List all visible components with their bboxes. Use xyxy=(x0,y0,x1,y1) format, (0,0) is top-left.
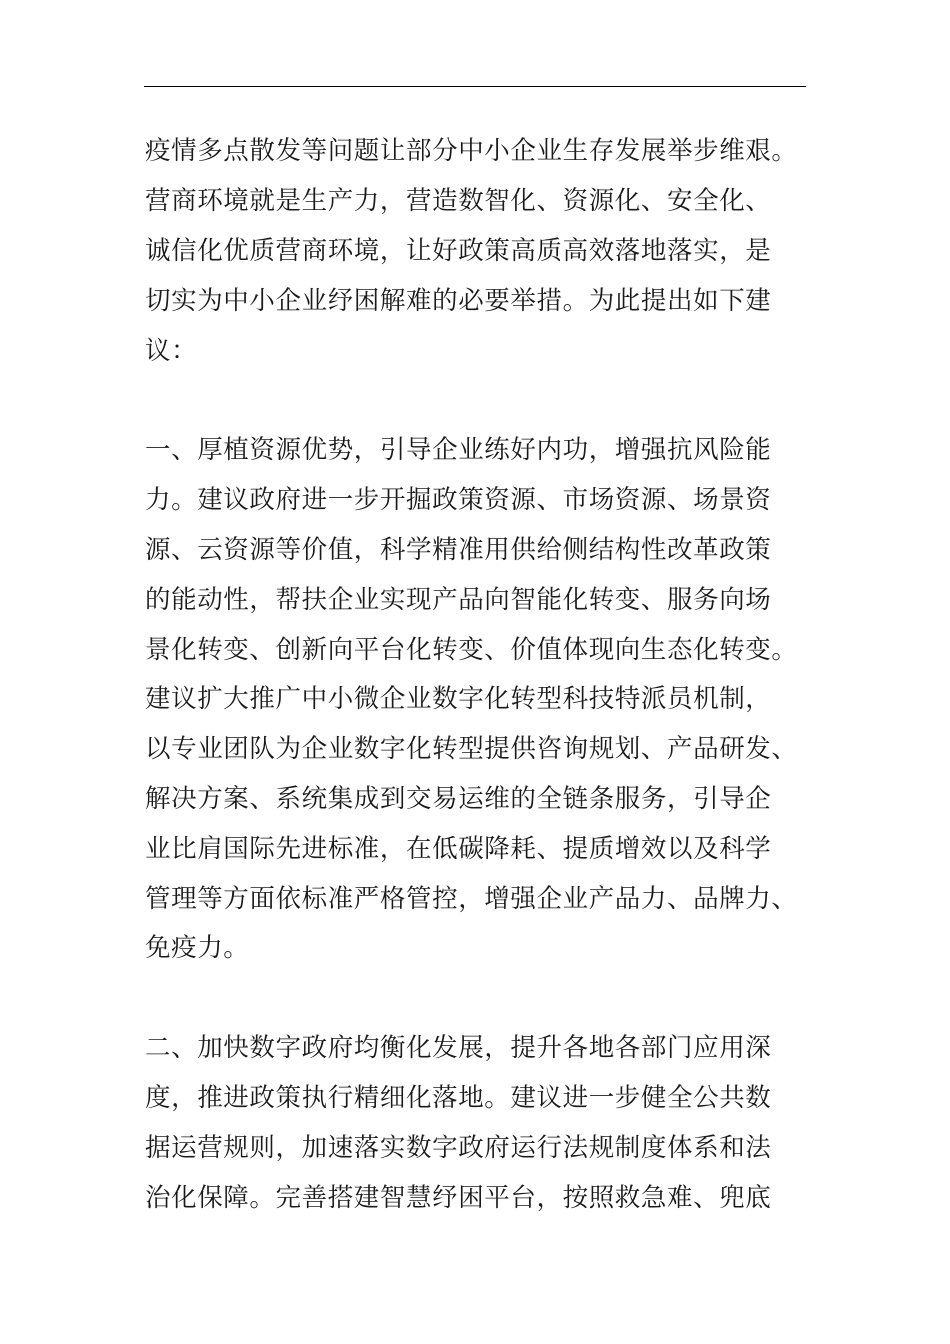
section1-line-1: 一、厚植资源优势，引导企业练好内功，增强抗风险能 xyxy=(145,435,772,465)
section2-line-2: 度，推进政策执行精细化落地。建议进一步健全公共数 xyxy=(145,1083,772,1113)
section1-line-11: 免疫力。 xyxy=(145,933,250,963)
intro-line-2: 营商环境就是生产力，营造数智化、资源化、安全化、 xyxy=(145,186,772,216)
section1-line-10: 管理等方面依标准严格管控，增强企业产品力、品牌力、 xyxy=(145,884,798,914)
section2-line-3: 据运营规则，加速落实数字政府运行法规制度体系和法 xyxy=(145,1133,772,1163)
section1-line-3: 源、云资源等价值，科学精准用供给侧结构性改革政策 xyxy=(145,535,772,565)
section2-line-4: 治化保障。完善搭建智慧纾困平台，按照救急难、兜底 xyxy=(145,1183,772,1213)
section1-line-7: 以专业团队为企业数字化转型提供咨询规划、产品研发、 xyxy=(145,734,798,764)
section1-line-9: 业比肩国际先进标准，在低碳降耗、提质增效以及科学 xyxy=(145,834,772,864)
section1-line-8: 解决方案、系统集成到交易运维的全链条服务，引导企 xyxy=(145,784,772,814)
section2-line-1: 二、加快数字政府均衡化发展，提升各地各部门应用深 xyxy=(145,1033,772,1063)
intro-line-5: 议： xyxy=(145,336,198,366)
intro-line-4: 切实为中小企业纾困解难的必要举措。为此提出如下建 xyxy=(145,286,772,316)
section1-line-2: 力。建议政府进一步开掘政策资源、市场资源、场景资 xyxy=(145,485,772,515)
intro-line-3: 诚信化优质营商环境，让好政策高质高效落地落实，是 xyxy=(145,236,772,266)
section1-line-6: 建议扩大推广中小微企业数字化转型科技特派员机制， xyxy=(145,684,772,714)
section1-line-5: 景化转变、创新向平台化转变、价值体现向生态化转变。 xyxy=(145,635,798,665)
header-rule xyxy=(144,86,806,87)
section1-line-4: 的能动性，帮扶企业实现产品向智能化转变、服务向场 xyxy=(145,585,772,615)
intro-line-1: 疫情多点散发等问题让部分中小企业生存发展举步维艰。 xyxy=(145,136,798,166)
